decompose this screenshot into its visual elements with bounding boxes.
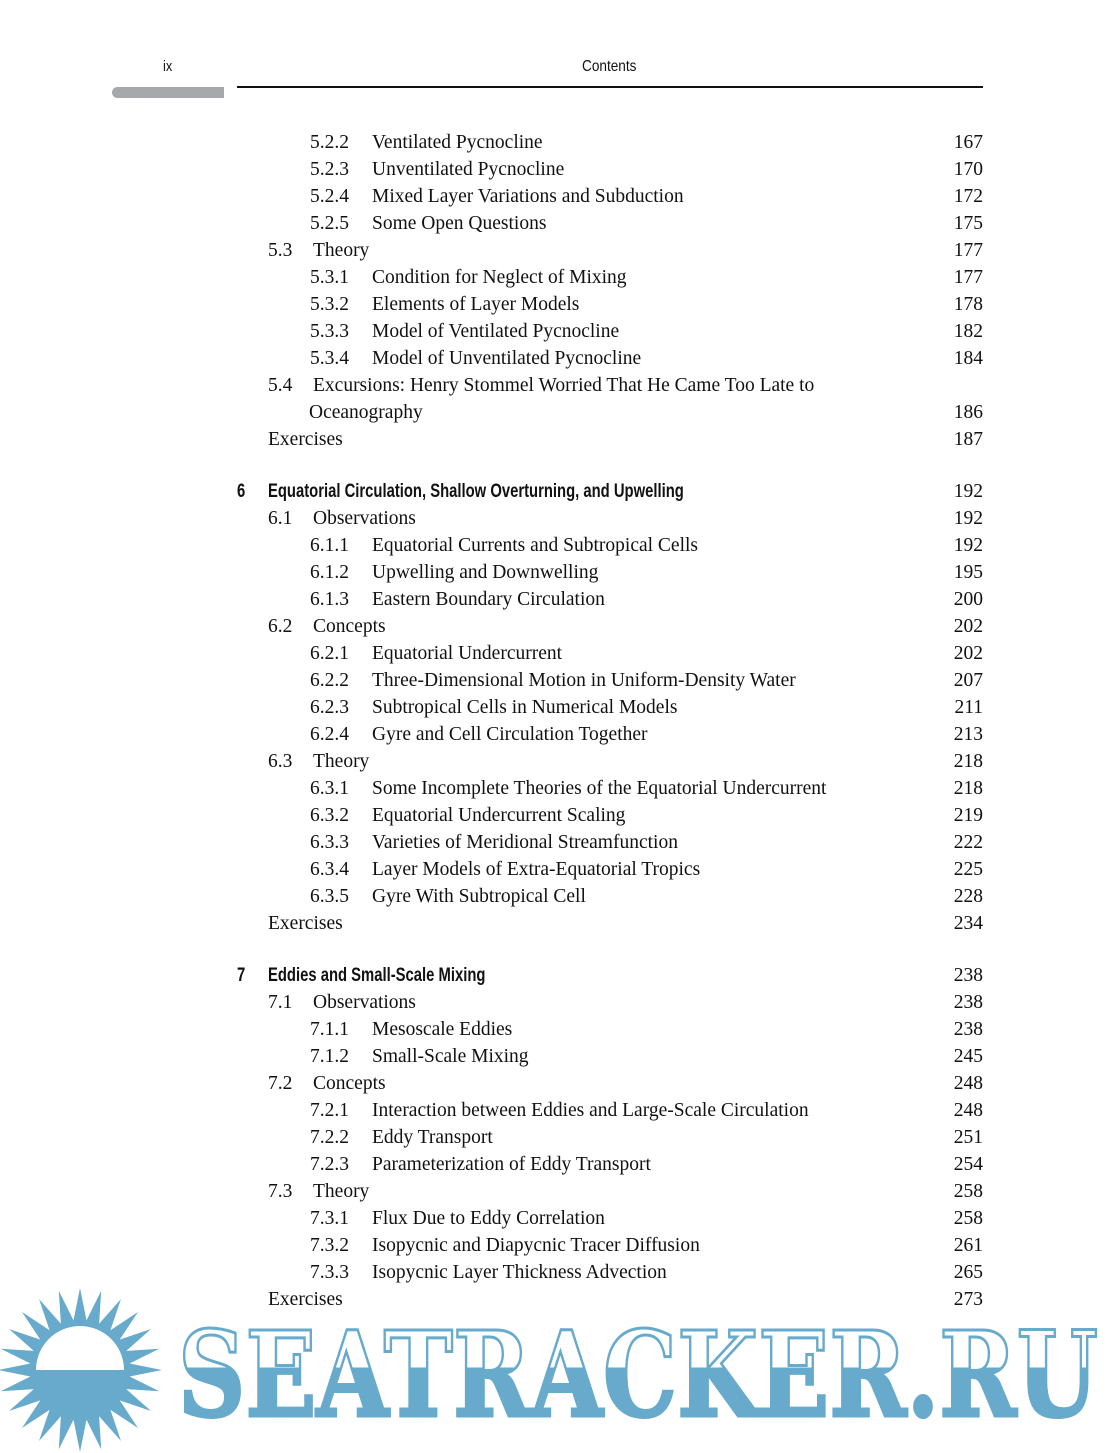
entry-title: Excursions: Henry Stommel Worried That He Came Too Late to — [313, 375, 815, 396]
entry-title: Concepts — [313, 616, 386, 637]
toc-entry[interactable] — [0, 1151, 1115, 1178]
entry-number: 6.3.1 — [310, 778, 349, 799]
entry-title: Interaction between Eddies and Large-Scale Circulation — [372, 1100, 809, 1121]
toc-entry[interactable] — [0, 1070, 1115, 1097]
entry-title: Concepts — [313, 1073, 386, 1094]
entry-number: 5.3 — [268, 240, 293, 261]
toc-entry[interactable] — [0, 1016, 1115, 1043]
entry-page: 184 — [953, 348, 983, 369]
entry-number: 7.2 — [268, 1073, 293, 1094]
entry-number: 5.2.5 — [310, 213, 349, 234]
entry-page: 172 — [953, 186, 983, 207]
entry-number: 6.3.3 — [310, 832, 349, 853]
entry-number: 7.3.2 — [310, 1235, 349, 1256]
entry-page: 238 — [953, 1019, 983, 1040]
entry-page: 219 — [953, 805, 983, 826]
entry-page: 207 — [953, 670, 983, 691]
entry-title: Eastern Boundary Circulation — [372, 589, 605, 610]
entry-title: Gyre With Subtropical Cell — [372, 886, 586, 907]
entry-title: Upwelling and Downwelling — [372, 562, 599, 583]
entry-number: 7.1.1 — [310, 1019, 349, 1040]
entry-number: 6.2.3 — [310, 697, 349, 718]
toc-entry[interactable] — [0, 694, 1115, 721]
entry-number: 6.1 — [268, 508, 293, 529]
entry-title: Small-Scale Mixing — [372, 1046, 529, 1067]
entry-number: 7.2.2 — [310, 1127, 349, 1148]
entry-page: 177 — [953, 267, 983, 288]
toc-entry[interactable] — [0, 613, 1115, 640]
toc-entry[interactable] — [0, 264, 1115, 291]
entry-title: Flux Due to Eddy Correlation — [372, 1208, 605, 1229]
toc-entry[interactable] — [0, 399, 1115, 426]
toc-entry[interactable] — [0, 237, 1115, 264]
entry-page: 251 — [953, 1127, 983, 1148]
entry-page: 258 — [953, 1208, 983, 1229]
entry-title: Mixed Layer Variations and Subduction — [372, 186, 684, 207]
sun-icon — [0, 1288, 162, 1452]
entry-page: 222 — [953, 832, 983, 853]
entry-page: 218 — [953, 778, 983, 799]
entry-number: 6.2.2 — [310, 670, 349, 691]
entry-page: 261 — [953, 1235, 983, 1256]
entry-number: 6.1.3 — [310, 589, 349, 610]
entry-page: 258 — [953, 1181, 983, 1202]
entry-page: 170 — [953, 159, 983, 180]
entry-title: Ventilated Pycnocline — [372, 132, 543, 153]
toc-entry[interactable] — [0, 640, 1115, 667]
entry-number: 7.3 — [268, 1181, 293, 1202]
entry-number: 5.3.2 — [310, 294, 349, 315]
entry-title: Theory — [313, 751, 370, 772]
entry-page: 200 — [953, 589, 983, 610]
entry-page: 245 — [953, 1046, 983, 1067]
entry-page: 202 — [953, 643, 983, 664]
page-folio: ix — [163, 58, 173, 75]
entry-title: Exercises — [268, 1289, 343, 1310]
entry-page: 211 — [954, 697, 983, 718]
entry-page: 175 — [953, 213, 983, 234]
entry-page: 254 — [953, 1154, 983, 1175]
entry-page: 273 — [953, 1289, 983, 1310]
entry-title: Observations — [313, 992, 416, 1013]
entry-page: 178 — [953, 294, 983, 315]
entry-title: Equatorial Circulation, Shallow Overturning, and Upwelling — [268, 481, 684, 502]
toc-chapter-entry[interactable] — [0, 478, 1115, 505]
entry-title: Observations — [313, 508, 416, 529]
entry-title: Unventilated Pycnocline — [372, 159, 565, 180]
toc-entry[interactable] — [0, 775, 1115, 802]
entry-page: 238 — [953, 992, 983, 1013]
entry-title: Equatorial Currents and Subtropical Cells — [372, 535, 699, 556]
toc-entry[interactable] — [0, 856, 1115, 883]
toc-chapter-entry[interactable] — [0, 962, 1115, 989]
toc-entry[interactable] — [0, 129, 1115, 156]
entry-number: 6.3 — [268, 751, 293, 772]
entry-page: 225 — [953, 859, 983, 880]
entry-number: 6.3.5 — [310, 886, 349, 907]
toc-entry[interactable] — [0, 1232, 1115, 1259]
toc-entry[interactable] — [0, 1043, 1115, 1070]
entry-number: 5.2.3 — [310, 159, 349, 180]
toc-entry[interactable] — [0, 559, 1115, 586]
entry-number: 7 — [237, 965, 246, 986]
entry-number: 7.1 — [268, 992, 293, 1013]
toc-entry[interactable] — [0, 210, 1115, 237]
entry-title: Exercises — [268, 429, 343, 450]
entry-number: 5.4 — [268, 375, 293, 396]
entry-title: Mesoscale Eddies — [372, 1019, 513, 1040]
toc-entry[interactable] — [0, 505, 1115, 532]
watermark-logo — [0, 1288, 1115, 1453]
entry-title: Model of Ventilated Pycnocline — [372, 321, 620, 342]
table-of-contents — [0, 129, 1115, 1313]
toc-entry[interactable] — [0, 318, 1115, 345]
entry-page: 213 — [953, 724, 983, 745]
entry-page: 192 — [953, 508, 983, 529]
entry-page: 192 — [953, 535, 983, 556]
entry-page: 177 — [953, 240, 983, 261]
entry-page: 186 — [953, 402, 983, 423]
toc-entry[interactable] — [0, 156, 1115, 183]
entry-page: 265 — [953, 1262, 983, 1283]
entry-title: Subtropical Cells in Numerical Models — [372, 697, 678, 718]
entry-number: 7.2.1 — [310, 1100, 349, 1121]
entry-title: Condition for Neglect of Mixing — [372, 267, 627, 288]
entry-title: Exercises — [268, 913, 343, 934]
entry-title: Some Incomplete Theories of the Equatorial Undercurrent — [372, 778, 827, 799]
entry-number: 7.2.3 — [310, 1154, 349, 1175]
entry-title: Isopycnic Layer Thickness Advection — [372, 1262, 667, 1283]
entry-number: 6.2.1 — [310, 643, 349, 664]
entry-title: Three-Dimensional Motion in Uniform-Density Water — [372, 670, 796, 691]
entry-number: 5.3.4 — [310, 348, 349, 369]
toc-entry[interactable] — [0, 1124, 1115, 1151]
entry-title: Eddy Transport — [372, 1127, 493, 1148]
entry-page: 228 — [953, 886, 983, 907]
entry-title: Equatorial Undercurrent Scaling — [372, 805, 626, 826]
toc-entry[interactable] — [0, 1178, 1115, 1205]
entry-page: 234 — [953, 913, 983, 934]
toc-entry[interactable] — [0, 372, 1115, 399]
toc-entry[interactable] — [0, 829, 1115, 856]
toc-entry[interactable] — [0, 721, 1115, 748]
toc-entry[interactable] — [0, 989, 1115, 1016]
entry-number: 5.3.1 — [310, 267, 349, 288]
entry-title: Theory — [313, 240, 370, 261]
entry-title: Model of Unventilated Pycnocline — [372, 348, 642, 369]
header-rule — [237, 86, 983, 88]
entry-number: 6.2 — [268, 616, 293, 637]
toc-entry[interactable] — [0, 883, 1115, 910]
toc-entry[interactable] — [0, 667, 1115, 694]
entry-title: Theory — [313, 1181, 370, 1202]
entry-page: 187 — [953, 429, 983, 450]
entry-page: 248 — [953, 1100, 983, 1121]
running-title: Contents — [582, 58, 637, 75]
folio-tab-decoration — [112, 87, 224, 98]
entry-number: 6.3.2 — [310, 805, 349, 826]
entry-number: 5.2.4 — [310, 186, 349, 207]
toc-entry[interactable] — [0, 1097, 1115, 1124]
toc-entry[interactable] — [0, 1259, 1115, 1286]
entry-page: 238 — [953, 965, 983, 986]
entry-number: 6.3.4 — [310, 859, 349, 880]
toc-entry[interactable] — [0, 586, 1115, 613]
entry-page: 167 — [953, 132, 983, 153]
entry-title: Gyre and Cell Circulation Together — [372, 724, 648, 745]
entry-page: 218 — [953, 751, 983, 772]
entry-title: Layer Models of Extra-Equatorial Tropics — [372, 859, 701, 880]
entry-title: Varieties of Meridional Streamfunction — [372, 832, 678, 853]
entry-number: 6 — [237, 481, 246, 502]
entry-page: 195 — [953, 562, 983, 583]
entry-title: Eddies and Small-Scale Mixing — [268, 965, 486, 986]
entry-title: Some Open Questions — [372, 213, 547, 234]
entry-page: 182 — [953, 321, 983, 342]
entry-title: Elements of Layer Models — [372, 294, 580, 315]
entry-title: Isopycnic and Diapycnic Tracer Diffusion — [372, 1235, 700, 1256]
toc-entry[interactable] — [0, 1205, 1115, 1232]
entry-title: Oceanography — [309, 402, 423, 423]
watermark-text: SEATRACKER.RU — [178, 1305, 1098, 1444]
entry-number: 6.2.4 — [310, 724, 349, 745]
entry-page: 192 — [953, 481, 983, 502]
toc-entry[interactable] — [0, 532, 1115, 559]
entry-number: 7.1.2 — [310, 1046, 349, 1067]
entry-page: 248 — [953, 1073, 983, 1094]
entry-number: 6.1.1 — [310, 535, 349, 556]
entry-number: 5.2.2 — [310, 132, 349, 153]
toc-entry[interactable] — [0, 291, 1115, 318]
toc-entry[interactable] — [0, 426, 1115, 453]
entry-page: 202 — [953, 616, 983, 637]
toc-entry[interactable] — [0, 910, 1115, 937]
entry-title: Parameterization of Eddy Transport — [372, 1154, 651, 1175]
entry-title: Equatorial Undercurrent — [372, 643, 563, 664]
toc-entry[interactable] — [0, 345, 1115, 372]
entry-number: 5.3.3 — [310, 321, 349, 342]
toc-entry[interactable] — [0, 802, 1115, 829]
toc-entry[interactable] — [0, 183, 1115, 210]
entry-number: 7.3.1 — [310, 1208, 349, 1229]
entry-number: 6.1.2 — [310, 562, 349, 583]
entry-number: 7.3.3 — [310, 1262, 349, 1283]
toc-entry[interactable] — [0, 748, 1115, 775]
